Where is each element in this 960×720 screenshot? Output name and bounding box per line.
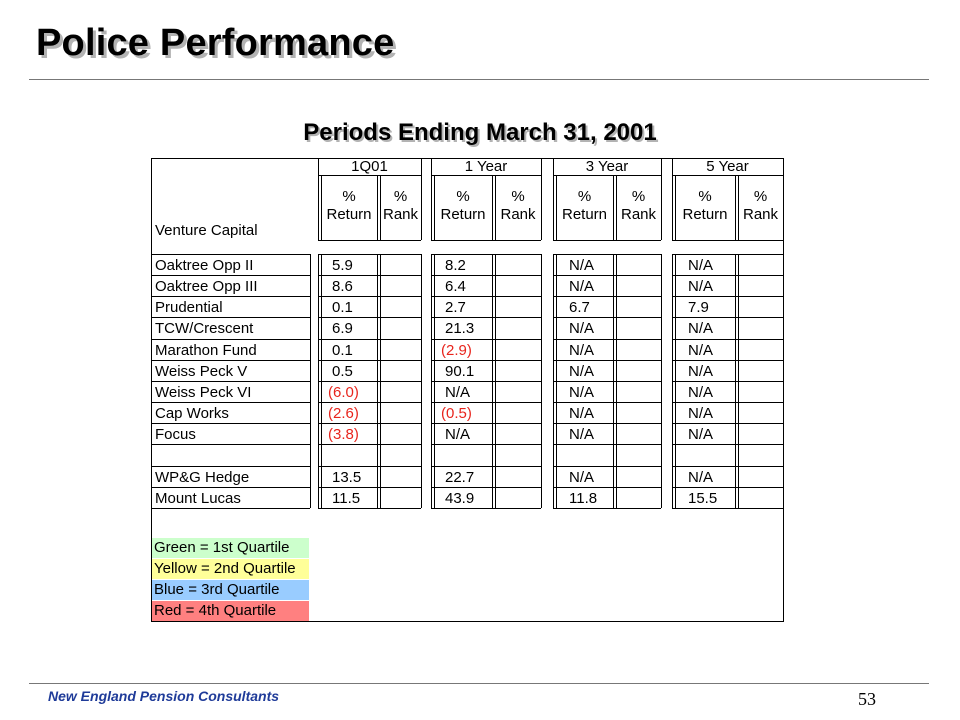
return-value: N/A	[569, 320, 595, 337]
return-value: N/A	[445, 384, 471, 401]
period-header-border	[541, 158, 542, 240]
subheader-border	[672, 240, 783, 241]
row-border	[151, 444, 310, 445]
page-number: 53	[858, 689, 876, 709]
column-border	[421, 254, 422, 508]
return-value: N/A	[569, 384, 595, 401]
footer-divider	[29, 683, 929, 684]
return-value: N/A	[569, 278, 595, 295]
legend-item: Blue = 3rd Quartile	[152, 580, 309, 600]
return-value: 22.7	[445, 469, 475, 486]
subheader-divider	[735, 175, 736, 240]
return-value: 6.4	[445, 278, 466, 295]
period-header-label: 5 Year	[706, 158, 749, 175]
row-border	[553, 444, 661, 445]
column-border	[783, 254, 784, 508]
fund-name: TCW/Crescent	[155, 320, 254, 337]
return-value: (2.9)	[441, 342, 472, 359]
slide-title: Police Performance	[36, 22, 395, 64]
return-value: N/A	[688, 278, 714, 295]
fund-name: Oaktree Opp III	[155, 278, 258, 295]
subheader-divider	[377, 175, 378, 240]
return-value: 15.5	[688, 490, 718, 507]
return-column-header: % Return	[440, 188, 486, 223]
row-border	[672, 444, 783, 445]
return-value: N/A	[688, 405, 714, 422]
fund-name: Focus	[155, 426, 196, 443]
period-header-border	[421, 158, 422, 240]
return-column-header: % Return	[326, 188, 372, 223]
return-value: N/A	[569, 426, 595, 443]
return-value: N/A	[569, 469, 595, 486]
return-value: N/A	[688, 320, 714, 337]
fund-name: Oaktree Opp II	[155, 257, 254, 274]
category-label: Venture Capital	[155, 222, 258, 239]
footer-company: New England Pension Consultants	[48, 688, 280, 704]
return-value: 6.7	[569, 299, 590, 316]
rank-column-header: % Rank	[742, 188, 779, 223]
row-border	[318, 444, 421, 445]
fund-name: Marathon Fund	[155, 342, 257, 359]
return-value: 5.9	[332, 257, 353, 274]
return-value: 0.1	[332, 299, 353, 316]
fund-name: Weiss Peck VI	[155, 384, 252, 401]
row-border	[318, 508, 421, 509]
row-border	[151, 508, 310, 509]
period-header-label: 3 Year	[585, 158, 629, 175]
subheader-divider	[492, 175, 493, 240]
period-header-border	[661, 158, 662, 240]
return-value: 43.9	[445, 490, 475, 507]
subheader-divider	[613, 175, 614, 240]
return-value: (3.8)	[328, 426, 359, 443]
return-value: N/A	[688, 384, 714, 401]
fund-name: WP&G Hedge	[155, 469, 250, 486]
period-header-label: 1Q01	[351, 158, 388, 175]
return-value: N/A	[688, 469, 714, 486]
return-value: N/A	[569, 363, 595, 380]
return-value: N/A	[569, 342, 595, 359]
return-value: 11.8	[569, 490, 598, 507]
table-subtitle: Periods Ending March 31, 2001	[303, 119, 657, 146]
return-value: 7.9	[688, 299, 709, 316]
row-border	[431, 444, 541, 445]
legend-item: Red = 4th Quartile	[152, 601, 309, 621]
return-value: N/A	[688, 426, 714, 443]
return-value: 8.6	[332, 278, 353, 295]
return-value: 21.3	[445, 320, 475, 337]
return-value: N/A	[688, 257, 714, 274]
return-column-header: % Return	[561, 188, 608, 223]
return-value: 6.9	[332, 320, 353, 337]
row-border	[672, 508, 783, 509]
return-value: N/A	[688, 363, 714, 380]
legend-item: Yellow = 2nd Quartile	[152, 559, 309, 579]
fund-name: Cap Works	[155, 405, 229, 422]
return-value: (6.0)	[328, 384, 359, 401]
return-column-header: % Return	[682, 188, 728, 223]
subheader-border	[318, 240, 421, 241]
return-value: N/A	[569, 405, 595, 422]
row-border	[553, 508, 661, 509]
period-header-border	[783, 158, 784, 240]
fund-name: Prudential	[155, 299, 223, 316]
return-value: N/A	[688, 342, 714, 359]
rank-column-header: % Rank	[620, 188, 657, 223]
return-value: 0.5	[332, 363, 353, 380]
return-value: N/A	[569, 257, 595, 274]
row-border	[310, 254, 311, 508]
return-value: 0.1	[332, 342, 353, 359]
row-border	[431, 508, 541, 509]
return-value: 13.5	[332, 469, 362, 486]
column-border	[661, 254, 662, 508]
return-value: (0.5)	[441, 405, 472, 422]
fund-name: Mount Lucas	[155, 490, 241, 507]
fund-name: Weiss Peck V	[155, 363, 248, 380]
subheader-border	[431, 240, 541, 241]
return-value: N/A	[445, 426, 471, 443]
return-value: 90.1	[445, 363, 475, 380]
legend-item: Green = 1st Quartile	[152, 538, 309, 558]
rank-column-header: % Rank	[382, 188, 419, 223]
return-value: 8.2	[445, 257, 466, 274]
title-divider	[29, 79, 929, 80]
subheader-border	[553, 240, 661, 241]
column-border	[541, 254, 542, 508]
return-value: 2.7	[445, 299, 466, 316]
return-value: (2.6)	[328, 405, 359, 422]
return-value: 11.5	[332, 490, 361, 507]
period-header-label: 1 Year	[464, 158, 508, 175]
rank-column-header: % Rank	[500, 188, 536, 223]
